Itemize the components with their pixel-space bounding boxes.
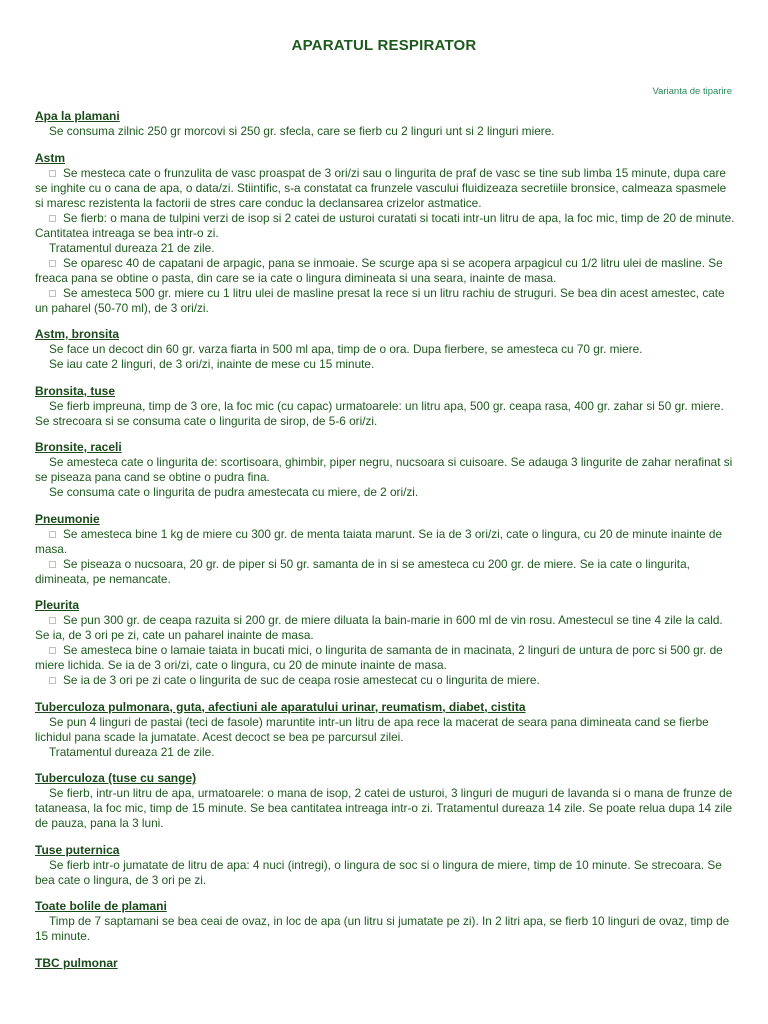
paragraph-text: Se amesteca cate o lingurita de: scortisoara, ghimbir, piper negru, nucsoara si cuisoare. Se adauga 3 lingurite de zahar nerafinat si se piseaza pana cand se obtine o pudra fina. — [35, 455, 733, 484]
section-heading-link[interactable]: Astm, bronsita — [35, 327, 120, 341]
remedy-section — [35, 512, 735, 587]
bullet-box-icon — [49, 677, 56, 684]
remedy-paragraph — [35, 211, 735, 241]
paragraph-text: Se amesteca bine o lamaie taiata in bucati mici, o lingurita de samanta de in macinata, 2 linguri de untura de porc si 500 gr. de miere lichida. Se ia de 3 ori/zi, cate o lingura, cu 20 de minute inainte de masa. — [35, 643, 723, 672]
remedy-paragraph — [35, 643, 735, 673]
paragraph-text: Se amesteca bine 1 kg de miere cu 300 gr. de menta taiata marunt. Se ia de 3 ori/zi, cate o lingura, cu 20 de minute inainte de masa. — [35, 526, 723, 556]
paragraph-text: Se consuma zilnic 250 gr morcovi si 250 gr. sfecla, care se fierb cu 2 linguri unt si 2 linguri miere. — [49, 124, 555, 138]
remedy-paragraph — [35, 914, 735, 944]
paragraph-text: Se ia de 3 ori pe zi cate o lingurita de suc de ceapa rosie amestecat cu o lingurita de miere. — [63, 673, 540, 687]
paragraph-text: Tratamentul dureaza 21 de zile. — [49, 240, 215, 255]
section-heading-link[interactable]: Pneumonie — [35, 511, 100, 526]
paragraph-text: Se oparesc 40 de capatani de arpagic, pana se inmoaie. Se scurge apa si se acopera arpagicul cu 1/2 litru ulei de masline. Se freaca pana se obtine o pasta, din care se ia cate o lingura dimineata si una seara, inainte de masa. — [35, 255, 723, 285]
remedy-section — [35, 956, 735, 971]
remedy-section — [35, 843, 735, 888]
remedy-paragraph — [35, 858, 735, 888]
remedy-paragraph — [35, 256, 735, 286]
print-version-link[interactable]: Varianta de tiparire — [652, 86, 732, 97]
remedy-paragraph — [35, 342, 735, 357]
paragraph-text: Se fierb, intr-un litru de apa, urmatoarele: o mana de isop, 2 catei de usturoi, 3 linguri de muguri de lavanda si o mana de frunze de tataneasa, la foc mic, timp de 15 minute. Se bea cantitatea intreaga intr-o zi. Tratamentul dureaza 14 zile. Se poate relua dupa 14 zile de pauza, pana la 3 luni. — [35, 786, 733, 830]
remedy-paragraph — [35, 399, 735, 429]
remedy-paragraph — [35, 166, 735, 211]
paragraph-text: Se pun 300 gr. de ceapa razuita si 200 gr. de miere diluata la bain-marie in 600 ml de vin rosu. Amestecul se tine 4 zile la cald. Se ia, de 3 ori pe zi, cate un paharel inainte de masa. — [35, 613, 723, 642]
section-heading-link[interactable]: Apa la plamani — [35, 109, 120, 123]
section-heading-link[interactable]: TBC pulmonar — [35, 955, 118, 970]
bullet-box-icon — [49, 561, 56, 568]
remedy-paragraph — [35, 527, 735, 557]
paragraph-text: Se piseaza o nucsoara, 20 gr. de piper si 50 gr. samanta de in si se amesteca cu 200 gr. de miere. Se ia cate o lingurita, dimineata, pe nemancate. — [35, 556, 690, 586]
paragraph-text: Se iau cate 2 linguri, de 3 ori/zi, inainte de mese cu 15 minute. — [49, 357, 375, 371]
bullet-box-icon — [49, 647, 56, 654]
bullet-box-icon — [49, 170, 56, 177]
remedy-section — [35, 700, 735, 760]
remedy-paragraph — [35, 557, 735, 587]
bullet-box-icon — [49, 290, 56, 297]
bullet-box-icon — [49, 531, 56, 538]
paragraph-text: Se mesteca cate o frunzulita de vasc proaspat de 3 ori/zi sau o lingurita de praf de vasc se tine sub limba 15 minute, dupa care se inghite cu o cana de apa, o data/zi. Stiintific, s-a constatat ca frunzele vascului fluidizeaza secretiile bronsice, calmeaza spasmele si maresc rezistenta la factorii de stres care conduc la declansarea crizelor astmatice. — [35, 165, 727, 210]
remedy-paragraph — [35, 241, 735, 256]
remedy-paragraph — [35, 786, 735, 831]
paragraph-text: Timp de 7 saptamani se bea ceai de ovaz, in loc de apa (un litru si jumatate pe zi). In 2 litri apa, se fierb 10 linguri de ovaz, timp de 15 minute. — [35, 914, 730, 943]
paragraph-text: Se amesteca 500 gr. miere cu 1 litru ulei de masline presat la rece si un litru rachiu de struguri. Se bea din acest amestec, cate un paharel (50-70 ml), de 3 ori/zi. — [35, 285, 725, 315]
section-heading-link[interactable]: Bronsite, raceli — [35, 440, 122, 454]
article-content — [35, 109, 735, 982]
section-heading-link[interactable]: Tuberculoza pulmonara, guta, afectiuni ale aparatului urinar, reumatism, diabet, cistita — [35, 699, 526, 714]
section-heading-link[interactable]: Tuberculoza (tuse cu sange) — [35, 771, 197, 785]
remedy-paragraph — [35, 124, 735, 139]
section-heading-link[interactable]: Pleurita — [35, 598, 80, 612]
bullet-box-icon — [49, 617, 56, 624]
remedy-paragraph — [35, 485, 735, 500]
remedy-section — [35, 598, 735, 688]
remedy-paragraph — [35, 745, 735, 760]
remedy-paragraph — [35, 455, 735, 485]
paragraph-text: Se fierb: o mana de tulpini verzi de isop si 2 catei de usturoi curatati si tocati intr-un litru de apa, la foc mic, timp de 20 de minute. Cantitatea intreaga se bea intr-o zi. — [35, 210, 735, 240]
section-heading-link[interactable]: Tuse puternica — [35, 842, 120, 857]
section-heading-link[interactable]: Astm — [35, 150, 66, 165]
paragraph-text: Se face un decoct din 60 gr. varza fiarta in 500 ml apa, timp de o ora. Dupa fierbere, se amesteca cu 70 gr. miere. — [49, 342, 643, 356]
remedy-paragraph — [35, 613, 735, 643]
remedy-paragraph — [35, 357, 735, 372]
section-heading-link[interactable]: Bronsita, tuse — [35, 383, 116, 398]
remedy-section — [35, 899, 735, 944]
remedy-section — [35, 151, 735, 316]
remedy-paragraph — [35, 673, 735, 688]
remedy-section — [35, 327, 735, 372]
remedy-section — [35, 109, 735, 139]
bullet-box-icon — [49, 260, 56, 267]
paragraph-text: Se consuma cate o lingurita de pudra amestecata cu miere, de 2 ori/zi. — [49, 485, 419, 499]
remedy-section — [35, 440, 735, 500]
paragraph-text: Se pun 4 linguri de pastai (teci de fasole) maruntite intr-un litru de apa rece la macerat de seara pana dimineata cand se fierbe lichidul pana scade la jumatate. Acest decoct se bea pe parcursul zilei. — [35, 714, 709, 744]
section-heading-link[interactable]: Toate bolile de plamani — [35, 899, 167, 913]
paragraph-text: Tratamentul dureaza 21 de zile. — [49, 744, 215, 759]
remedy-section — [35, 384, 735, 429]
remedy-paragraph — [35, 286, 735, 316]
paragraph-text: Se fierb intr-o jumatate de litru de apa: 4 nuci (intregi), o lingura de soc si o lingura de miere, timp de 10 minute. Se strecoara. Se bea cate o lingura, de 3 ori pe zi. — [35, 857, 722, 887]
paragraph-text: Se fierb impreuna, timp de 3 ore, la foc mic (cu capac) urmatoarele: un litru apa, 500 gr. ceapa rasa, 400 gr. zahar si 50 gr. miere. Se strecoara si se consuma cate o lingurita de sirop, de 5-6 ori/zi. — [35, 398, 724, 428]
bullet-box-icon — [49, 215, 56, 222]
remedy-paragraph — [35, 715, 735, 745]
page-title: APARATUL RESPIRATOR — [291, 37, 477, 54]
remedy-section — [35, 771, 735, 831]
